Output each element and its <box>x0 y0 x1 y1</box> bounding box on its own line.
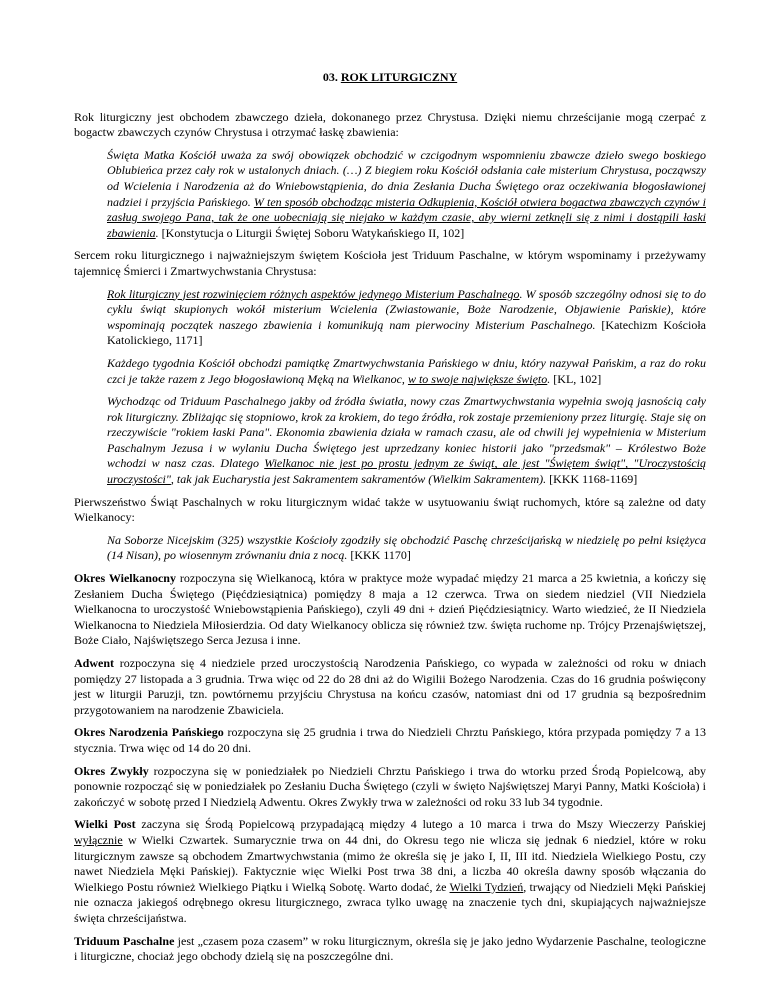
quote-underlined: Rok liturgiczny jest rozwinięciem różnych aspektów jedynego Misterium Paschalnego <box>107 286 520 301</box>
section-text: rozpoczyna się 25 grudnia i trwa do Niedzieli Chrztu Pańskiego, która przypada pomiędzy 7 a 13 stycznia. Trwa więc od 14 do 20 dni. <box>74 725 706 755</box>
quote-text: Święta Matka Kościół uważa za swój obowiązek obchodzić w czcigodnym wspomnieniu zbawcze dzieło swego boskiego Oblubieńca przez cały rok w ustalonych dniach. (…) Z biegiem roku Kościół odsłania całe misterium Chrystusa, począwszy od Wcielenia i Narodzenia aż do Wniebowstąpienia, do dnia Zesłania Ducha Świętego oraz oczekiwania błogosławionej nadziei i przyjścia Pańskiego. <box>107 147 706 209</box>
section-term: Triduum Paschalne <box>74 933 175 948</box>
quote-catechism-1171 <box>107 287 706 349</box>
section-christmas <box>74 725 706 756</box>
quote-reference: [Katechizm Kościoła Katolickiego, 1171] <box>107 317 706 348</box>
section-text: rozpoczyna się w poniedziałek po Niedzieli Chrztu Pańskiego i trwa do wtorku przed Środą Popielcową, aby ponownie rozpocząć się w poniedziałek po Zesłaniu Ducha Świętego (czyli w święto Najświętszej Maryi Panny, Matki Kościoła) i zakończyć w sobotę przed I Niedzielą Adwentu. Okres Zwykły trwa w zależności od roku 33 lub 34 tygodnie. <box>74 763 706 809</box>
quote-underlined: w to swoje największe święto <box>407 371 548 386</box>
quote-catechism-1168 <box>107 394 706 488</box>
page-title <box>74 70 706 86</box>
triduum-paragraph: Sercem roku liturgicznego i najważniejszym świętem Kościoła jest Triduum Paschalne, w którym wspominamy i przeżywamy tajemnicę Śmierci i Zmartwychwstania Chrystusa: <box>74 248 706 278</box>
section-text: rozpoczyna się 4 niedziele przed uroczystością Narodzenia Pańskiego, co wypada w zależności od roku w dniach pomiędzy 27 listopada a 3 grudnia. Trwa więc od 22 do 28 dni aż do Wigilii Bożego Narodzenia. Czas do 16 grudnia poświęcony jest w liturgii Paruzji, tzn. powtórnemu przyjściu Chrystusa na końcu czasów, natomiast dni od 17 grudnia są bezpośrednim przygotowaniem na narodzenie Zbawiciela. <box>74 656 706 717</box>
section-lent <box>74 817 706 926</box>
quote-reference: [KKK 1170] <box>350 548 411 563</box>
section-term: Wielki Post <box>74 817 136 832</box>
section-advent <box>74 656 706 718</box>
title-number: 03. <box>322 70 338 84</box>
section-term: Okres Wielkanocny <box>74 571 176 586</box>
quote-reference: [KKK 1168-1169] <box>549 472 638 487</box>
quote-underlined: Wielkanoc nie jest po prostu jednym ze świąt, ale jest "Świętem świąt", "Uroczystością uroczystości" <box>107 456 707 487</box>
section-text: rozpoczyna się Wielkanocą, która w praktyce może wypadać między 21 marca a 25 kwietnia, a kończy się Zesłaniem Ducha Świętego (Pięćdziesiątnica) pomiędzy 8 maja a 12 czerwca. Trwa on siedem niedziel (VII Niedziela Wielkanocna to uroczystość Wniebowstąpienia Pańskiego), czyli 49 dni + dzień Pięćdziesiątnicy. Warto wiedzieć, że II Niedziela Wielkanocna to Niedziela Miłosierdzia. Od daty Wielkanocy oblicza się również tzw. święta ruchome np. Trójcy Przenajświętszej, Boże Ciało, Najświętszego Serca Jezusa i inne. <box>74 571 706 648</box>
section-term: Adwent <box>74 656 115 670</box>
quote-catechism-1170 <box>107 533 706 564</box>
section-underlined: Wielki Tydzień <box>449 879 524 894</box>
quote-text: Wychodząc od Triduum Paschalnego jakby od źródła światła, nowy czas Zmartwychwstania wypełnia swoją jasnością cały rok liturgiczny. Zbliżając się stopniowo, krok za krokiem, do tego źródła, rok zostaje przemieniony przez liturgię. Staje się on rzeczywiście "rokiem łaski Pana". Ekonomia zbawienia działa w ramach czasu, ale od chwili jej wypełnienia w Misterium Paschalnym Jezusa i w wylaniu Ducha Świętego jest uprzedzany koniec historii jako "przedsmak" – Królestwo Boże wchodzi w nasz czas. Dlatego <box>107 394 706 471</box>
quote-constitution <box>107 148 706 242</box>
precedence-paragraph: Pierwszeństwo Świąt Paschalnych w roku liturgicznym widać także w usytuowaniu świąt ruchomych, które są zależne od daty Wielkanocy: <box>74 494 706 525</box>
quote-underlined: W ten sposób obchodząc misteria Odkupienia, Kościół otwiera bogactwa zbawczych czynów i zasług swojego Pana, tak że one uobecniają się niejako w każdym czasie, aby wierni zetknęli się z nimi i dostąpili łaski zbawienia <box>107 194 706 240</box>
section-triduum <box>74 934 706 965</box>
quote-text: Każdego tygodnia Kościół obchodzi pamiątkę Zmartwychwstania Pańskiego w dniu, który nazywał Pańskim, a raz do roku czci je także razem z Jego błogosławioną Męką na Wielkanoc, <box>107 355 706 386</box>
section-underlined: wyłącznie <box>74 832 123 847</box>
quote-reference: [KL, 102] <box>553 371 602 386</box>
quote-text: . <box>155 225 162 240</box>
section-text: , trwający od Niedzieli Męki Pańskiej nie oznacza jakiegoś odrębnego okresu liturgicznego, zwraca tylko uwagę na znaczenie tych dni, skupiających najważniejsze święta chrześcijaństwa. <box>74 879 706 925</box>
section-easter <box>74 571 706 649</box>
section-term: Okres Narodzenia Pańskiego <box>74 725 224 740</box>
section-text: w Wielki Czwartek. Sumarycznie trwa on 44 dni, do Okresu tego nie wlicza się jednak 6 niedziel, które w roku liturgicznym zawsze są obchodem Zmartwychwstania (mimo że określa się je jako I, II, III itd. Niedziela Wielkiego Postu, czy nawet Niedziela Męki Pańskiej). Faktycznie więc Wielki Post trwa 38 dni, a liczba 40 określa dawny sposób włączania do Wielkiego Postu również Wielkiego Piątku i Wielką Sobotę. Warto dodać, że <box>74 832 706 894</box>
section-term: Okres Zwykły <box>74 763 149 778</box>
intro-paragraph: Rok liturgiczny jest obchodem zbawczego dzieła, dokonanego przez Chrystusa. Dzięki niemu chrześcijanie mogą czerpać z bogactw zbawczych czynów Chrystusa i otrzymać łaskę zbawienia: <box>74 109 706 140</box>
title-text: ROK LITURGICZNY <box>340 70 458 84</box>
quote-text: . <box>547 371 554 386</box>
quote-reference: [Konstytucja o Liturgii Świętej Soboru Watykańskiego II, 102] <box>161 225 465 240</box>
section-text: jest „czasem poza czasem” w roku liturgicznym, określa się je jako jedno Wydarzenie Paschalne, teologiczne i liturgiczne, chociaż jego obchody dzielą się na poszczególne dni. <box>74 933 706 964</box>
quote-text: , tak jak Eucharystia jest Sakramentem sakramentów (Wielkim Sakramentem). <box>170 472 550 487</box>
quote-kl-102 <box>107 356 706 387</box>
section-text: zaczyna się Środą Popielcową przypadającą między 4 lutego a 10 marca i trwa do Mszy Wieczerzy Pańskiej <box>135 817 706 832</box>
quote-text: Na Soborze Nicejskim (325) wszystkie Kościoły zgodziły się obchodzić Paschę chrześcijańską w niedzielę po pełni księżyca (14 Nisan), po wiosennym zrównaniu dnia z nocą. <box>107 532 706 563</box>
quote-text: . W sposób szczególny odnosi się to do cyklu świąt skupionych wokół misterium Wcielenia (Zwiastowanie, Boże Narodzenie, Objawienie Pańskie), które wspominają początek naszego zbawienia i komunikują nam pierwociny Misterium Paschalnego. <box>107 286 707 332</box>
section-ordinary-time <box>74 764 706 811</box>
